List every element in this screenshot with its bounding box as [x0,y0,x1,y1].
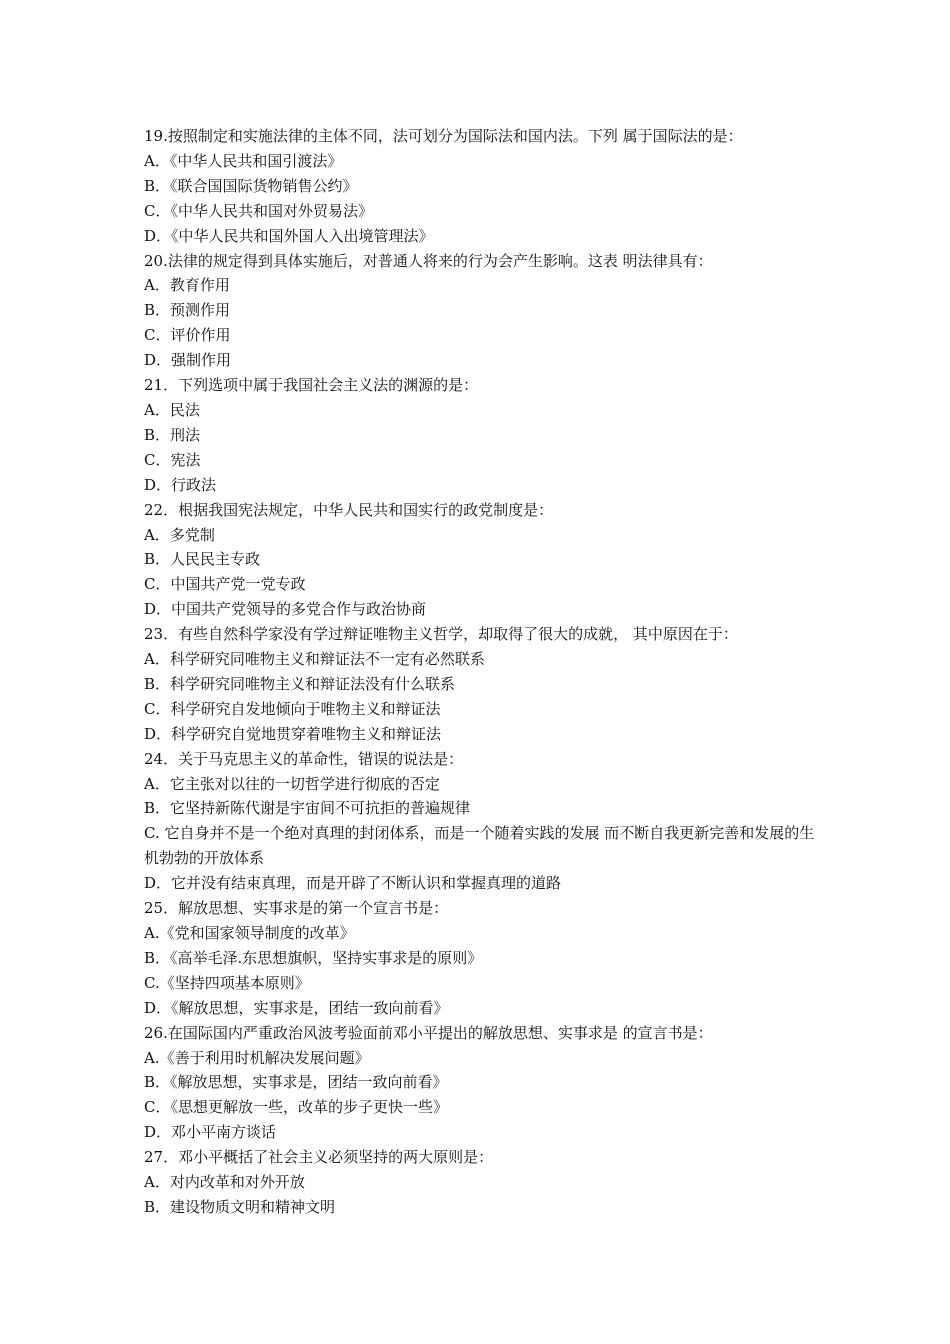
question-24-option-d: D．它并没有结束真理，而是开辟了不断认识和掌握真理的道路 [144,874,562,893]
question-23-option-d: D．科学研究自觉地贯穿着唯物主义和辩证法 [144,724,442,743]
question-25-stem: 25．解放思想、实事求是的第一个宣言书是： [144,899,449,918]
question-23-option-a: A．科学研究同唯物主义和辩证法不一定有必然联系 [144,650,485,669]
question-list [144,124,816,1220]
question-26-stem: 26.在国际国内严重政治风波考验面前邓小平提出的解放思想、实事求是 的宣言书是： [144,1023,713,1042]
question-23-option-b: B．科学研究同唯物主义和辩证法没有什么联系 [144,674,456,693]
question-19-option-c: C．《中华人民共和国对外贸易法》 [144,201,373,220]
question-26-option-a: A.《善于利用时机解决发展问题》 [144,1048,370,1067]
question-23-stem: 23．有些自然科学家没有学过辩证唯物主义哲学，却取得了很大的成就， 其中原因在于： [144,625,738,644]
question-22-option-d: D．中国共产党领导的多党合作与政治协商 [144,600,427,619]
question-24-option-b: B．它坚持新陈代谢是宇宙间不可抗拒的普遍规律 [144,799,471,818]
question-25-option-d: D．《解放思想，实事求是，团结一致向前看》 [144,998,449,1017]
question-25-option-b: B．《高举毛泽.东思想旗帜，坚持实事求是的原则》 [144,948,483,967]
question-20-option-b: B．预测作用 [144,301,231,320]
question-24-option-c: C. 它自身并不是一个绝对真理的封闭体系，而是一个随着实践的发展 而不断自我更新完善和发展的生机勃勃的开放体系 [144,824,815,868]
question-27-stem: 27．邓小平概括了社会主义必须坚持的两大原则是： [144,1148,494,1167]
question-21-option-d: D．行政法 [144,475,217,494]
question-21-stem: 21．下列选项中属于我国社会主义法的渊源的是： [144,376,479,395]
question-20-option-a: A．教育作用 [144,276,230,295]
question-19-option-b: B．《联合国国际货物销售公约》 [144,176,358,195]
question-22-option-c: C．中国共产党一党专政 [144,575,306,594]
question-23-option-c: C．科学研究自发地倾向于唯物主义和辩证法 [144,699,441,718]
question-22-option-b: B．人民民主专政 [144,550,261,569]
question-27-option-a: A．对内改革和对外开放 [144,1173,305,1192]
question-25-option-c: C.《坚持四项基本原则》 [144,973,310,992]
question-21-option-a: A．民法 [144,400,200,419]
question-24-option-a: A．它主张对以往的一切哲学进行彻底的否定 [144,774,440,793]
question-20-option-d: D．强制作用 [144,351,232,370]
question-24-stem: 24．关于马克思主义的革命性，错误的说法是： [144,749,464,768]
question-22-option-a: A．多党制 [144,525,215,544]
question-21-option-c: C．宪法 [144,450,201,469]
question-26-option-d: D．邓小平南方谈话 [144,1123,277,1142]
question-19-stem: 19.按照制定和实施法律的主体不同，法可划分为国际法和国内法。下列 属于国际法的是： [144,127,743,145]
question-20-option-c: C．评价作用 [144,326,231,345]
question-21-option-b: B．刑法 [144,425,201,444]
question-25-option-a: A.《党和国家领导制度的改革》 [144,924,355,942]
question-27-option-b: B．建设物质文明和精神文明 [144,1197,336,1216]
question-20-stem: 20.法律的规定得到具体实施后，对普通人将来的行为会产生影响。这表 明法律具有： [144,251,713,270]
question-26-option-c: C．《思想更解放一些，改革的步子更快一些》 [144,1098,448,1117]
question-22-stem: 22．根据我国宪法规定，中华人民共和国实行的政党制度是： [144,500,554,519]
question-26-option-b: B．《解放思想，实事求是，团结一致向前看》 [144,1073,448,1092]
question-19-option-d: D．《中华人民共和国外国人入出境管理法》 [144,226,434,245]
question-19-option-a: A．《中华人民共和国引渡法》 [144,151,343,170]
